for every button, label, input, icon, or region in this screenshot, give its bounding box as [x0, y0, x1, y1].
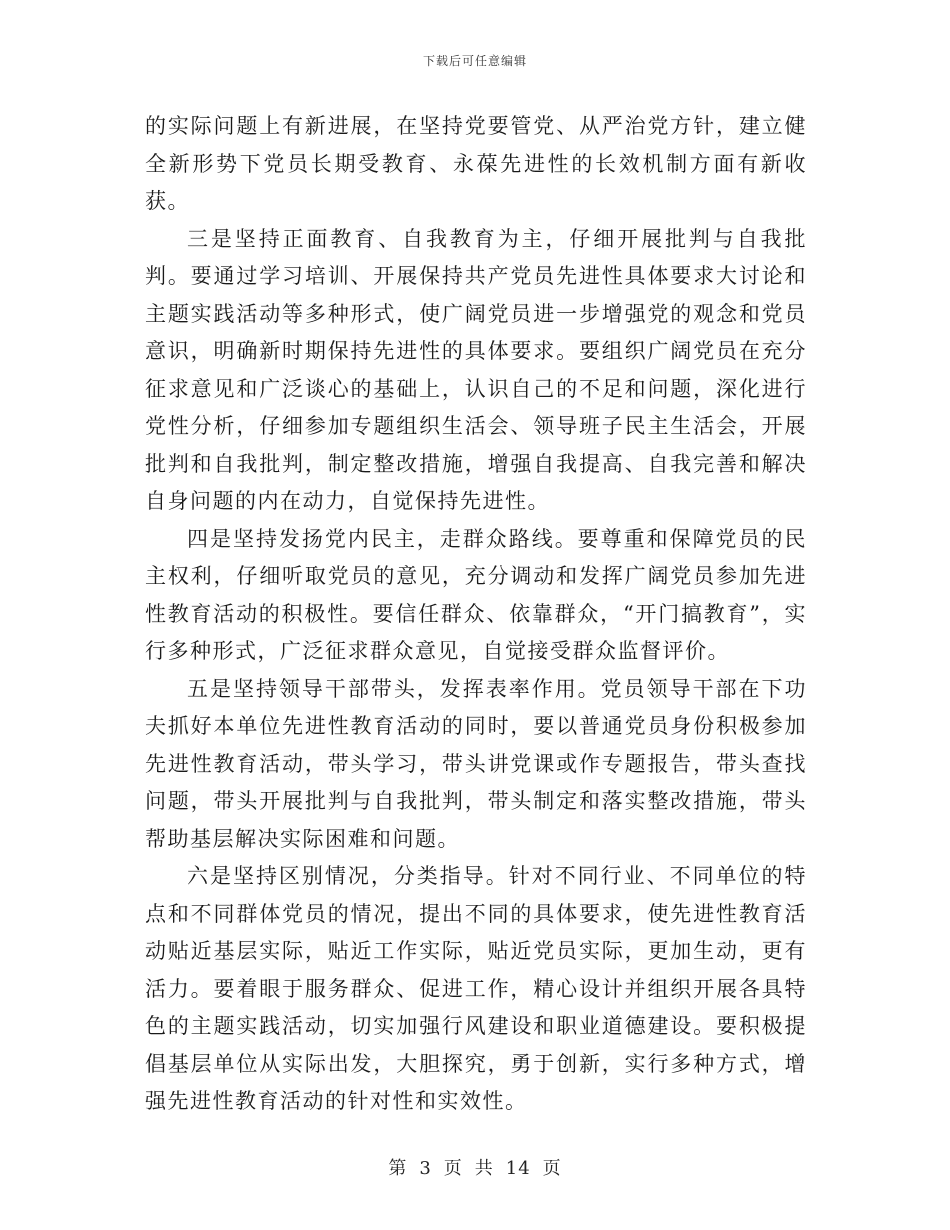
footer-label-di: 第: [388, 1158, 408, 1179]
total-pages-number: 14: [505, 1158, 531, 1179]
footer-label-ye: 页: [443, 1158, 463, 1179]
footer-label-gong: 共: [474, 1158, 494, 1179]
page-number-footer: [0, 1154, 950, 1180]
paragraph-point-three: 三是坚持正面教育、自我教育为主，仔细开展批判与自我批判。要通过学习培训、开展保持共产党员先进性具体要求大讨论和主题实践活动等多种形式，使广阔党员进一步增强党的观念和党员意识，明确新时期保持先进性的具体要求。要组织广阔党员在充分征求意见和广泛谈心的基础上，认识自己的不足和问题，深化进行党性分析，仔细参加专题组织生活会、领导班子民主生活会，开展批判和自我批判，制定整改措施，增强自我提高、自我完善和解决自身问题的内在动力，自觉保持先进性。: [145, 226, 807, 513]
document-body: [145, 108, 807, 1121]
paragraph-point-six: 六是坚持区别情况，分类指导。针对不同行业、不同单位的特点和不同群体党员的情况，提出不同的具体要求，使先进性教育活动贴近基层实际，贴近工作实际，贴近党员实际，更加生动，更有活力。要着眼于服务群众、促进工作，精心设计并组织开展各具特色的主题实践活动，切实加强行风建设和职业道德建设。要积极提倡基层单位从实际出发，大胆探究，勇于创新，实行多种方式，增强先进性教育活动的针对性和实效性。: [145, 864, 807, 1113]
footer-label-ye2: 页: [542, 1158, 562, 1179]
current-page-number: 3: [419, 1158, 432, 1179]
paragraph-continuation: 的实际问题上有新进展，在坚持党要管党、从严治党方针，建立健全新形势下党员长期受教育、永葆先进性的长效机制方面有新收获。: [145, 114, 807, 213]
paragraph-point-five: 五是坚持领导干部带头，发挥表率作用。党员领导干部在下功夫抓好本单位先进性教育活动的同时，要以普通党员身份积极参加先进性教育活动，带头学习，带头讲党课或作专题报告，带头查找问题，带头开展批判与自我批判，带头制定和落实整改措施，带头帮助基层解决实际困难和问题。: [145, 676, 807, 851]
header-note: 下载后可任意编辑: [422, 54, 527, 68]
paragraph-point-four: 四是坚持发扬党内民主，走群众路线。要尊重和保障党员的民主权利，仔细听取党员的意见，充分调动和发挥广阔党员参加先进性教育活动的积极性。要信任群众、依靠群众，“开门搞教育”，实行多种形式，广泛征求群众意见，自觉接受群众监督评价。: [145, 526, 807, 663]
